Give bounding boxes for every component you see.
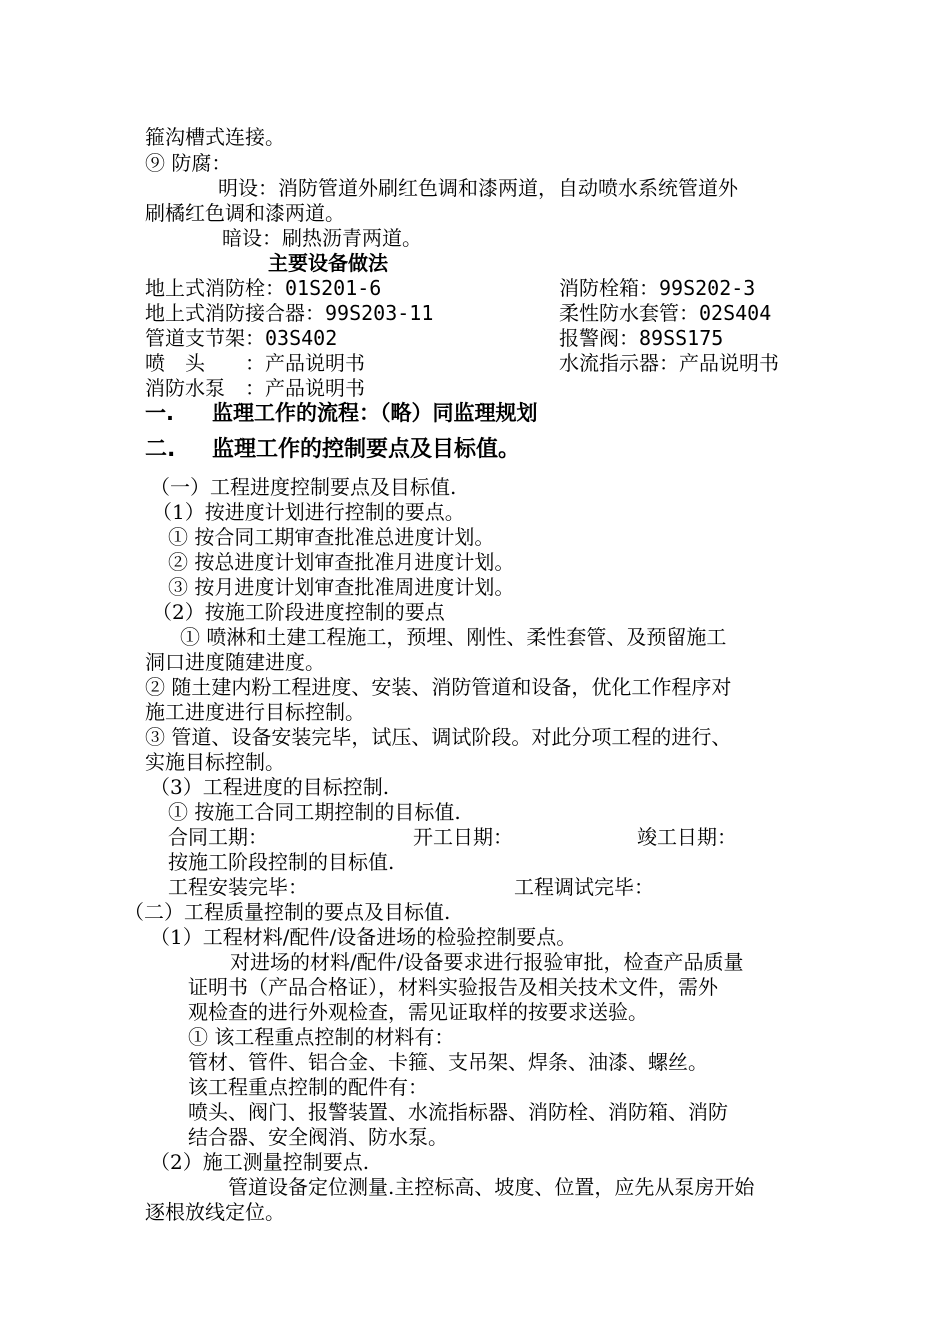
equipment-right-1: 消防栓箱：99S202-3 bbox=[559, 276, 756, 300]
list-item: ① 按施工合同工期控制的目标值. bbox=[168, 800, 461, 824]
text-line: 按施工阶段控制的目标值. bbox=[168, 850, 395, 874]
materials-list: 管材、管件、铝合金、卡箍、支吊架、焊条、油漆、螺丝。 bbox=[188, 1050, 708, 1074]
equipment-left-3: 管道支节架：03S402 bbox=[145, 326, 338, 350]
section-number: 二. bbox=[145, 437, 176, 462]
equipment-left-5: 消防水泵 ：产品说明书 bbox=[145, 376, 365, 400]
text-line: 对进场的材料/配件/设备要求进行报验审批，检查产品质量 bbox=[230, 950, 744, 974]
debug-done-label: 工程调试完毕： bbox=[514, 875, 654, 899]
text-line: 该工程重点控制的配件有： bbox=[188, 1075, 428, 1099]
text-line: 暗设：刷热沥青两道。 bbox=[222, 226, 422, 250]
text-line: 逐根放线定位。 bbox=[145, 1200, 285, 1224]
parts-list: 结合器、安全阀消、防水泵。 bbox=[188, 1125, 448, 1149]
list-item: ① 喷淋和土建工程施工，预埋、刚性、柔性套管、及预留施工 bbox=[180, 625, 727, 649]
section-number: 一. bbox=[145, 401, 174, 425]
text-line: 管道设备定位测量.主控标高、坡度、位置，应先从泵房开始 bbox=[228, 1175, 755, 1199]
subsection-heading: （2）施工测量控制要点. bbox=[150, 1150, 370, 1174]
section-title: 监理工作的流程：（略）同监理规划 bbox=[212, 401, 538, 425]
equipment-left-1: 地上式消防栓：01S201-6 bbox=[145, 276, 382, 300]
text-line: 明设：消防管道外刷红色调和漆两道，自动喷水系统管道外 bbox=[218, 176, 738, 200]
section-title: 监理工作的控制要点及目标值。 bbox=[212, 437, 521, 462]
subsection-heading: （3）工程进度的目标控制. bbox=[150, 775, 390, 799]
equipment-left-2: 地上式消防接合器：99S203-11 bbox=[145, 301, 434, 325]
list-item: ③ 管道、设备安装完毕，试压、调试阶段。对此分项工程的进行、 bbox=[145, 725, 732, 749]
parts-list: 喷头、阀门、报警装置、水流指标器、消防栓、消防箱、消防 bbox=[188, 1100, 728, 1124]
equipment-right-4: 水流指示器：产品说明书 bbox=[559, 351, 779, 375]
start-date-label: 开工日期： bbox=[413, 825, 513, 849]
schedule-heading: （一）工程进度控制要点及目标值. bbox=[150, 475, 457, 499]
completion-date-label: 竣工日期： bbox=[637, 825, 737, 849]
subsection-heading: （2）按施工阶段进度控制的要点 bbox=[152, 600, 445, 624]
list-item: ② 随土建内粉工程进度、安装、消防管道和设备，优化工作程序对 bbox=[145, 675, 732, 699]
equipment-right-2: 柔性防水套管：02S404 bbox=[559, 301, 772, 325]
text-line: 证明书（产品合格证），材料实验报告及相关技术文件，需外 bbox=[188, 975, 718, 999]
text-line: 施工进度进行目标控制。 bbox=[145, 700, 365, 724]
text-line: 实施目标控制。 bbox=[145, 750, 285, 774]
text-line: 观检查的进行外观检查，需见证取样的按要求送验。 bbox=[188, 1000, 648, 1024]
contract-period-label: 合同工期： bbox=[168, 825, 268, 849]
text-line: 刷橘红色调和漆两道。 bbox=[145, 201, 345, 225]
list-item: ② 按总进度计划审查批准月进度计划。 bbox=[168, 550, 515, 574]
equipment-right-3: 报警阀：89SS175 bbox=[559, 326, 724, 350]
text-line: 洞口进度随建进度。 bbox=[145, 650, 325, 674]
equipment-title: 主要设备做法 bbox=[268, 251, 388, 275]
anticorrosion-label: ⑨ 防腐： bbox=[145, 151, 232, 175]
list-item: ③ 按月进度计划审查批准周进度计划。 bbox=[168, 575, 515, 599]
list-item: ① 该工程重点控制的材料有： bbox=[188, 1025, 455, 1049]
list-item: ① 按合同工期审查批准总进度计划。 bbox=[168, 525, 495, 549]
subsection-heading: （1）工程材料/配件/设备进场的检验控制要点。 bbox=[150, 925, 577, 949]
install-done-label: 工程安装完毕： bbox=[168, 875, 308, 899]
equipment-left-4: 喷 头 ：产品说明书 bbox=[145, 351, 365, 375]
text-line: 箍沟槽式连接。 bbox=[145, 125, 285, 149]
quality-heading: （二）工程质量控制的要点及目标值. bbox=[124, 900, 451, 924]
subsection-heading: （1）按进度计划进行控制的要点。 bbox=[152, 500, 465, 524]
